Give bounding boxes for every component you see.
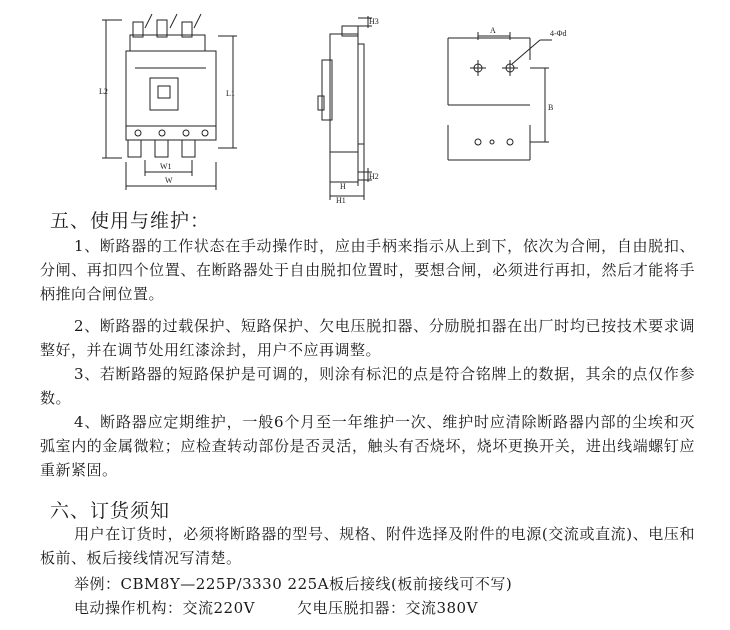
undervoltage-release: 欠电压脱扣器：交流380V: [296, 599, 478, 617]
section6-intro: 用户在订货时，必须将断路器的型号、规格、附件选择及附件的电源(交流或直流)、电压和板前、板后接线情况写清楚。: [40, 525, 695, 567]
label-l2: L2: [99, 87, 108, 96]
section5-item-3: 3、若断路器的短路保护是可调的，则涂有标汜的点是符合铭牌上的数据，其余的点仅作参数。: [40, 365, 695, 407]
label-w1: W1: [160, 162, 172, 171]
label-b: B: [548, 103, 554, 112]
label-l1: L1: [226, 89, 235, 98]
label-h1: H1: [336, 196, 346, 205]
label-a: A: [490, 26, 496, 35]
dimension-drawings: [0, 0, 730, 205]
label-w: W: [165, 176, 173, 185]
section5-item-4: 4、断路器应定期维护，一般6个月至一年维护一次、维护时应清除断路器内部的尘埃和灭弧室内的金属微粒；应检查转动部份是否灵活，触头有否烧坏，烧坏更换开关，进出线端螺钉应重新紧固。: [40, 413, 695, 479]
section5-item-2: 2、断路器的过载保护、短路保护、欠电压脱扣器、分励脱扣器在出厂时均已按技术要求调整好，并在调节处用红漆涂封，用户不应再调整。: [40, 317, 695, 359]
order-accessories: [74, 596, 478, 620]
label-h: H: [340, 182, 346, 191]
label-h2: H2: [369, 172, 379, 181]
section5-item-1: 1、断路器的工作状态在手动操作时，应由手柄来指示从上到下，依次为合闸，自由脱扣、分闸、再扣四个位置、在断路器处于自由脱扣位置时，要想合闸，必须进行再扣，然后才能将手柄推向合闸位置。: [40, 237, 695, 303]
section5-heading: 五、使用与维护：: [50, 210, 211, 232]
label-h3: H3: [369, 17, 379, 26]
motor-operator: 电动操作机构：交流220V: [74, 599, 255, 617]
label-holes: 4-Φd: [550, 29, 567, 38]
order-example: 举例：CBM8Y—225P/3330 225A板后接线(板前接线可不写): [74, 575, 513, 593]
section6-heading: 六、订货须知: [50, 500, 171, 522]
